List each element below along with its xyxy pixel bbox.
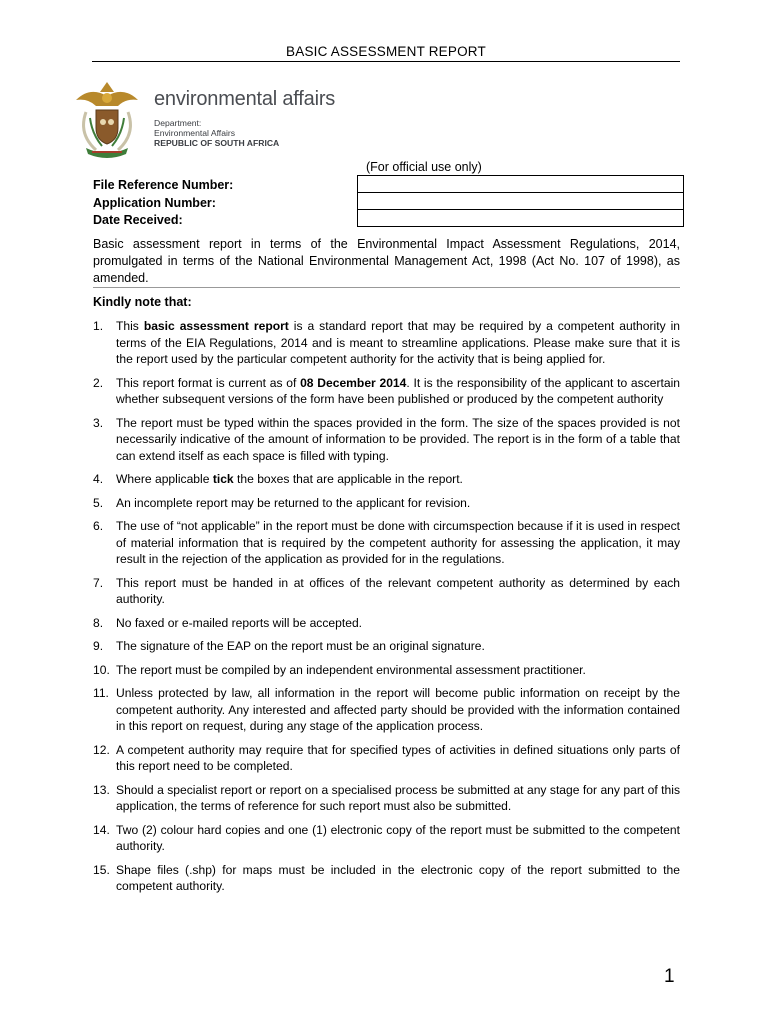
coat-of-arms-icon [72,78,142,158]
date-received-field[interactable] [358,210,684,227]
list-item [93,495,680,512]
list-item [93,518,680,568]
list-item-text: This [116,319,144,333]
date-received-label: Date Received: [93,213,183,227]
list-item-text-continued: is a standard report that may be required by a competent authority in terms of the EIA Regulations, 2014 and is meant to streamline applications. Please make sure that it is the report used by the particular competent authority for the activity that is being applied for. [116,319,680,366]
list-item-emphasis: tick [212,472,234,486]
list-item [93,575,680,608]
intro-divider [93,287,680,288]
list-item-number: 3. [93,415,104,430]
list-item-text: Should a specialist report or report on a specialised process be submitted at any stage for any part of this application, the terms of reference for such report must also be submitted. [116,782,680,813]
reference-labels [93,177,233,230]
list-item-text: No faxed or e-mailed reports will be accepted. [116,615,363,630]
list-item-text: This report must be handed in at offices of the relevant competent authority as determined by each authority. [116,575,680,606]
logo-title: environmental affairs [154,88,336,110]
notes-list [93,318,680,902]
logo-department-name: Environmental Affairs [154,128,236,138]
list-item [93,685,680,735]
list-item-text: The report must be typed within the spaces provided in the form. The size of the spaces provided is not necessarily indicative of the amount of information to be provided. The report is in the form of a table that can extend itself as each space is filled with typing. [116,415,680,463]
list-item-number: 13. [93,782,110,797]
intro-paragraph: Basic assessment report in terms of the Environmental Impact Assessment Regulations, 2014, promulgated in terms of the National Environmental Management Act, 1998 (Act No. 107 of 1998), as amended. [93,237,680,285]
list-item-number: 14. [93,822,110,837]
logo-department-label: Department: [154,118,202,128]
list-item-text: Unless protected by law, all information in the report will become public information on receipt by the competent authority. Any interested and affected party should be provided with the information contained in this report on request, during any stage of the application process. [116,686,680,733]
note-heading: Kindly note that: [93,295,192,309]
list-item-text: Shape files (.shp) for maps must be included in the electronic copy of the report submitted to the competent authority. [116,862,680,893]
list-item-text: The use of “not applicable” in the report must be done with circumspection because if it is used in respect of material information that is required by the competent authority for assessing the application, it may result in the rejection of the application as provided for in the regulations. [116,519,680,566]
list-item [93,862,680,895]
list-item [93,638,680,655]
list-item-number: 6. [93,519,104,533]
list-item-number: 4. [93,472,104,486]
list-item [93,822,680,855]
list-item-number: 10. [93,662,110,677]
list-item-number: 8. [93,615,104,630]
list-item-text-continued: the boxes that are applicable in the report. [233,472,463,486]
list-item-text: Two (2) colour hard copies and one (1) electronic copy of the report must be submitted to the competent authority. [116,822,680,853]
list-item [93,375,680,408]
list-item-emphasis: basic assessment report [143,319,289,333]
list-item-text: A competent authority may require that for specified types of activities in defined situations only parts of this report need to be completed. [116,742,680,773]
list-item-text: This report format is current as of [116,375,301,390]
list-item-text: An incomplete report may be returned to the applicant for revision. [116,495,471,510]
list-item-number: 5. [93,495,104,510]
application-number-field[interactable] [358,193,684,210]
list-item-text: Where applicable [116,472,213,486]
file-reference-label: File Reference Number: [93,178,234,192]
list-item [93,782,680,815]
application-number-label: Application Number: [93,195,216,210]
list-item [93,742,680,775]
list-item-number: 9. [93,639,104,653]
list-item-emphasis: 08 December 2014 [300,375,407,390]
list-item-number: 1. [93,319,104,333]
official-use-table [357,175,684,227]
list-item-text: The signature of the EAP on the report must be an original signature. [116,639,485,653]
list-item-number: 15. [93,862,110,877]
list-item [93,615,680,632]
page-header: BASIC ASSESSMENT REPORT [286,44,486,59]
list-item-number: 12. [93,742,110,757]
list-item [93,415,680,465]
list-item-number: 2. [93,375,104,390]
official-use-caption: (For official use only) [366,160,482,174]
list-item-number: 11. [93,686,109,700]
department-logo [72,78,352,158]
list-item-text-continued: . It is the responsibility of the applicant to ascertain whether subsequent versions of the form have been published or produced by the competent authority [116,375,680,406]
list-item-number: 7. [93,575,104,590]
file-reference-field[interactable] [358,176,684,193]
logo-country: REPUBLIC OF SOUTH AFRICA [154,138,280,148]
list-item-text: The report must be compiled by an independent environmental assessment practitioner. [116,662,586,677]
page-number: 1 [664,966,675,987]
list-item [93,471,680,488]
list-item [93,662,680,679]
header-rule [92,61,680,62]
list-item [93,318,680,368]
